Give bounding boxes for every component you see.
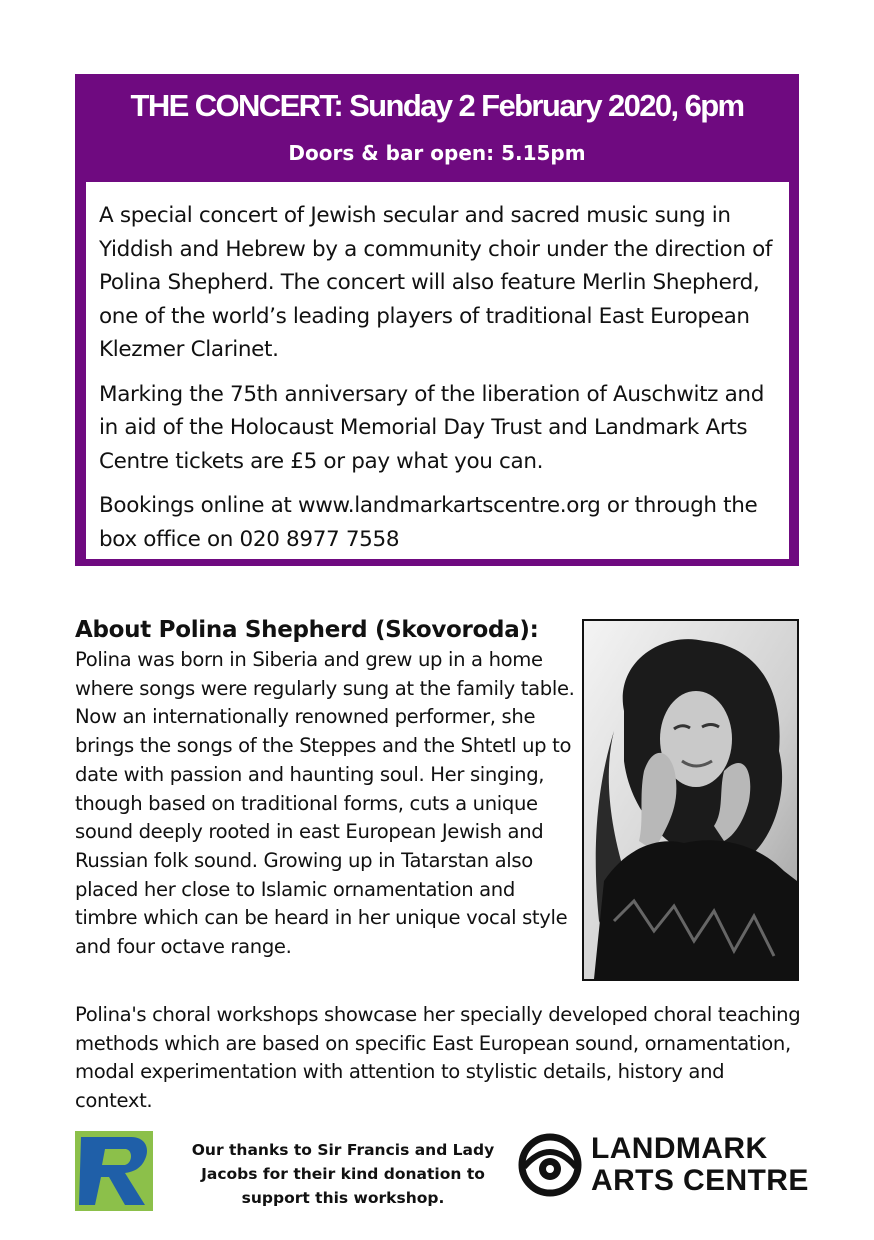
about-section	[75, 614, 575, 962]
concert-anniversary: Marking the 75th anniversary of the liberation of Auschwitz and in aid of the Holocaust Memorial Day Trust and Landmark Arts Centre tickets are £5 or pay what you can.	[99, 381, 765, 474]
r-letter-logo-icon	[75, 1131, 153, 1211]
concert-title: THE CONCERT: Sunday 2 February 2020, 6pm	[130, 88, 744, 123]
donation-thanks: Our thanks to Sir Francis and Lady Jacobs for their kind donation to support this workshop.	[191, 1141, 495, 1207]
landmark-wordmark	[591, 1133, 809, 1197]
portrait-photo	[582, 619, 799, 981]
workshops-paragraph: Polina's choral workshops showcase her specially developed choral teaching methods which are based on specific East European sound, ornamentation, modal experimentation with attention to stylistic details, history and context.	[75, 1003, 801, 1113]
landmark-logo	[518, 1132, 809, 1197]
concert-description: A special concert of Jewish secular and sacred music sung in Yiddish and Hebrew by a community choir under the direction of Polina Shepherd. The concert will also feature Merlin Shepherd, one of the world’s leading players of traditional East European Klezmer Clarinet.	[99, 203, 773, 362]
concert-bookings: Bookings online at www.landmarkartscentre.org or through the box office on 020 8977 7558	[99, 493, 758, 552]
landmark-line1: LANDMARK	[591, 1132, 768, 1165]
doors-open-time: Doors & bar open: 5.15pm	[288, 141, 586, 165]
concert-details	[86, 182, 789, 559]
landmark-line2: ARTS CENTRE	[591, 1164, 809, 1197]
about-body: Polina was born in Siberia and grew up in a home where songs were regularly sung at the family table. Now an internationally renowned performer, she brings the songs of the Steppes and the Shtetl up to date with passion and haunting soul. Her singing, though based on traditional forms, cuts a unique sound deeply rooted in east European Jewish and Russian folk sound. Growing up in Tatarstan also placed her close to Islamic ornamentation and timbre which can be heard in her unique vocal style and four octave range.	[75, 648, 575, 959]
about-heading: About Polina Shepherd (Skovoroda):	[75, 617, 539, 643]
eye-circle-logo-icon	[518, 1133, 582, 1197]
portrait-image	[584, 621, 797, 979]
concert-panel	[75, 74, 799, 566]
